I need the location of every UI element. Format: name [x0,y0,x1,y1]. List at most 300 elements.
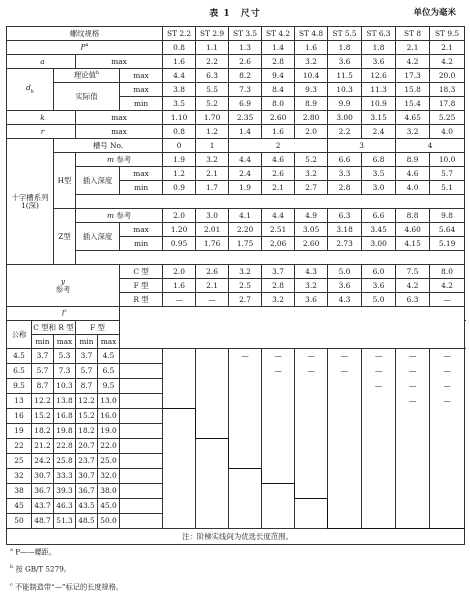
dk-actual-min-value: 15.4 [396,97,430,111]
r-value: 1.4 [229,125,262,139]
length-nominal: 19 [7,424,32,439]
length-availability-cell: — [430,379,465,394]
length-nominal: 50 [7,514,32,529]
length-availability-cell [396,499,430,514]
a-value: 4.2 [430,55,465,69]
table-row [7,439,465,454]
dk-actual-min-value: 9.9 [328,97,362,111]
length-availability-cell [396,514,430,529]
length-c-min: 12.2 [32,394,54,409]
k-value: 4.65 [396,111,430,125]
length-availability-cell [229,469,262,484]
y-r-label: R 型 [120,293,163,307]
length-availability-cell [229,379,262,394]
z-max-value: 4.60 [396,223,430,237]
dk-theory-limit: max [120,69,163,83]
spacer-cell [76,251,465,265]
length-availability-cell [430,439,465,454]
inline-text: 参考 [55,284,71,294]
length-availability-cell [328,514,362,529]
length-availability-cell: — [396,394,430,409]
length-availability-cell [229,364,262,379]
length-c-max: 46.3 [54,499,76,514]
length-f-max: 13.0 [98,394,120,409]
length-availability-cell [328,454,362,469]
table-row [7,55,465,69]
length-header-blank [120,307,465,349]
length-nominal: 22 [7,439,32,454]
length-c-min: 30.7 [32,469,54,484]
h-max-value: 1.2 [163,167,196,181]
size-header: ST 6.3 [362,27,396,41]
h-m-value: 4.6 [262,153,295,167]
length-nominal: 6.5 [7,364,32,379]
h-max-value: 2.1 [196,167,229,181]
size-header: ST 2.9 [196,27,229,41]
dk-theory-label [54,69,120,83]
length-label [7,307,120,321]
y-c-value: 2.6 [196,265,229,279]
h-type-label: H型 [54,153,76,209]
unit-note: 单位为毫米 [413,8,456,18]
z-m-value: 6.3 [328,209,362,223]
length-availability-cell: — [396,349,430,364]
length-f-min: 5.7 [76,364,98,379]
h-min-value: 3.0 [362,181,396,195]
z-min-value: 3.00 [362,237,396,251]
dk-label [7,69,54,111]
table-row [7,153,465,167]
length-availability-cell [430,484,465,499]
length-availability-cell [262,394,295,409]
r-value: 0.8 [163,125,196,139]
z-min-value: 1.76 [196,237,229,251]
slot-no: 3 [328,139,396,153]
length-availability-cell [163,514,196,529]
z-min: min [120,237,163,251]
length-f-max: 6.5 [98,364,120,379]
z-max-value: 5.64 [430,223,465,237]
length-availability-cell: — [262,349,295,364]
length-c-max: 25.8 [54,454,76,469]
z-m-value: 4.9 [295,209,328,223]
length-availability-cell [328,424,362,439]
length-availability-cell [295,394,328,409]
length-availability-cell [396,409,430,424]
footnote [10,582,450,592]
dk-actual-min-value: 5.2 [196,97,229,111]
length-f-min: 8.7 [76,379,98,394]
length-f-max: 19.0 [98,424,120,439]
length-availability-cell: — [362,379,396,394]
y-r-value: 4.3 [328,293,362,307]
dk-theory-value: 9.4 [262,69,295,83]
length-nominal: 32 [7,469,32,484]
h-depth-label: 插入深度 [76,167,120,195]
length-availability-cell [229,514,262,529]
z-max-value: 2.51 [262,223,295,237]
table-row [7,424,465,439]
a-value: 2.6 [229,55,262,69]
y-f-value: 2.5 [229,279,262,293]
h-min-value: 0.9 [163,181,196,195]
footnote-mark: a [10,547,13,553]
dk-actual-label: 实际值 [54,83,120,111]
length-availability-cell [430,454,465,469]
table-row [7,529,465,545]
length-c-max: 16.8 [54,409,76,424]
y-r-value: 3.2 [262,293,295,307]
dk-theory-value: 10.4 [295,69,328,83]
length-availability-cell [295,469,328,484]
a-value: 2.2 [196,55,229,69]
length-availability-cell [362,394,396,409]
length-c-max: 39.3 [54,484,76,499]
length-c-min: 36.7 [32,484,54,499]
length-f-max: 38.0 [98,484,120,499]
length-f-max: 16.0 [98,409,120,424]
length-c-min: 8.7 [32,379,54,394]
dk-actual-max-value: 10.3 [328,83,362,97]
length-availability-cell [196,409,229,424]
dk-actual-min-value: 3.5 [163,97,196,111]
y-f-value: 4.2 [430,279,465,293]
length-availability-cell [362,514,396,529]
length-availability-cell [295,454,328,469]
dk-max: max [120,83,163,97]
pitch-value: 2.1 [430,41,465,55]
length-f-min: 30.7 [76,469,98,484]
table-row [7,125,465,139]
y-r-value: 5.0 [362,293,396,307]
length-availability-cell [362,424,396,439]
inline-text: d [26,83,31,93]
z-max-value: 2.01 [196,223,229,237]
z-min-value: 5.19 [430,237,465,251]
a-limit: max [76,55,163,69]
footnote-text: P——螺距。 [12,547,57,557]
y-label [7,265,120,307]
h-max-value: 3.3 [328,167,362,181]
dk-min: min [120,97,163,111]
table-row [7,499,465,514]
r-value: 1.6 [262,125,295,139]
y-f-value: 4.2 [396,279,430,293]
length-availability-cell: — [295,364,328,379]
y-r-value: 2.7 [229,293,262,307]
length-availability-cell [229,394,262,409]
length-availability-cell [295,484,328,499]
z-min-value: 0.95 [163,237,196,251]
length-f-min: 3.7 [76,349,98,364]
table-title: 表 1 尺寸 [209,9,261,19]
length-availability-cell [163,454,196,469]
table-row [7,69,465,83]
length-availability-cell [262,469,295,484]
z-m-value: 4.1 [229,209,262,223]
length-nominal: 13 [7,394,32,409]
length-availability-cell [163,439,196,454]
footnote-mark: c [10,581,13,588]
length-availability-cell: — [362,349,396,364]
length-f-min: 15.2 [76,409,98,424]
z-min-value: 2.06 [262,237,295,251]
inline-text: b [95,70,100,77]
footnote-text: 不能制造带“—”标记的长度规格。 [12,582,124,592]
z-m-value: 3.0 [196,209,229,223]
length-c-max: 10.3 [54,379,76,394]
inline-text: k [30,88,34,95]
size-header: ST 8 [396,27,430,41]
length-c-min: 5.7 [32,364,54,379]
length-f-min: 36.7 [76,484,98,499]
h-min-value: 5.1 [430,181,465,195]
dk-actual-min-value: 6.9 [229,97,262,111]
length-availability-cell: — [430,349,465,364]
z-max-value: 2.20 [229,223,262,237]
table-row [7,454,465,469]
dk-actual-max-value: 5.5 [196,83,229,97]
pitch-value: 0.8 [163,41,196,55]
table-row [7,27,465,41]
length-nominal: 25 [7,454,32,469]
k-value: 2.60 [262,111,295,125]
size-header: ST 9.5 [430,27,465,41]
slot-no: 2 [229,139,328,153]
length-availability-cell [328,439,362,454]
length-availability-cell [262,424,295,439]
length-c-max: 7.3 [54,364,76,379]
length-availability-cell [196,424,229,439]
h-max-value: 2.4 [229,167,262,181]
a-label [7,55,76,69]
length-c-max: 5.3 [54,349,76,364]
length-f-min: 48.5 [76,514,98,529]
length-nominal: 45 [7,499,32,514]
inline-text: r [40,126,45,136]
footnote-text: 按 GB/T 5279。 [13,564,71,574]
length-availability-cell [295,499,328,514]
table-row [7,514,465,529]
z-max: max [120,223,163,237]
length-availability-cell: — [262,364,295,379]
z-type-label: Z型 [54,209,76,265]
length-c-min: 3.7 [32,349,54,364]
k-value: 1.10 [163,111,196,125]
dk-actual-min-value: 8.0 [262,97,295,111]
h-m-value: 6.8 [362,153,396,167]
table-row [7,195,465,209]
length-availability-cell [295,439,328,454]
length-availability-cell: — [430,394,465,409]
h-max-value: 3.5 [362,167,396,181]
length-availability-cell [362,499,396,514]
a-value: 1.6 [163,55,196,69]
length-availability-cell [328,409,362,424]
table-row [7,41,465,55]
length-c-max: 19.8 [54,424,76,439]
y-f-value: 2.8 [262,279,295,293]
k-value: 2.35 [229,111,262,125]
length-availability-cell [362,439,396,454]
length-availability-cell [229,439,262,454]
size-header: ST 3.5 [229,27,262,41]
r-limit: max [76,125,163,139]
length-availability-cell [163,379,196,394]
length-availability-cell: — [362,364,396,379]
y-c-value: 5.0 [328,265,362,279]
z-m-value: 2.0 [163,209,196,223]
dk-actual-max-value: 15.8 [396,83,430,97]
table-row [7,394,465,409]
z-m-value: 4.4 [262,209,295,223]
length-availability-cell [295,409,328,424]
blank [120,424,163,439]
h-min-value: 1.7 [196,181,229,195]
h-min-value: 2.8 [328,181,362,195]
cr-type-label: C 型和 R 型 [32,321,76,335]
h-m-label: m 参考 [76,153,163,167]
table-row [7,265,465,279]
length-availability-cell [196,469,229,484]
length-availability-cell [396,424,430,439]
length-c-min: 21.2 [32,439,54,454]
h-m-value: 3.2 [196,153,229,167]
spacer-cell [76,195,465,209]
length-availability-cell [196,499,229,514]
nominal-label: 公称 [7,321,32,349]
length-availability-cell [196,439,229,454]
h-max-value: 5.7 [430,167,465,181]
pitch-value: 1.1 [196,41,229,55]
r-label [7,125,76,139]
z-m-label: m 参考 [76,209,163,223]
pitch-value: 1.8 [362,41,396,55]
k-value: 2.80 [295,111,328,125]
z-max-value: 3.18 [328,223,362,237]
slot-no: 1 [196,139,229,153]
z-max-value: 1.20 [163,223,196,237]
length-availability-cell [362,409,396,424]
length-availability-cell [262,454,295,469]
length-availability-cell [229,424,262,439]
y-c-label: C 型 [120,265,163,279]
table-row [7,209,465,223]
length-availability-cell [196,349,229,364]
length-availability-cell [362,454,396,469]
inline-text: P [80,42,86,52]
length-availability-cell [229,499,262,514]
y-c-value: 8.0 [430,265,465,279]
blank [120,469,163,484]
table-row [7,111,465,125]
pitch-value: 2.1 [396,41,430,55]
length-availability-cell [229,454,262,469]
slot-no: 4 [396,139,465,153]
length-availability-cell [396,484,430,499]
length-availability-cell [295,514,328,529]
length-f-min: 43.5 [76,499,98,514]
dk-theory-value: 4.4 [163,69,196,83]
length-f-max: 50.0 [98,514,120,529]
k-value: 5.25 [430,111,465,125]
length-availability-cell [396,439,430,454]
z-min-value: 2.73 [328,237,362,251]
length-availability-cell [262,409,295,424]
length-c-max: 13.8 [54,394,76,409]
blank [120,439,163,454]
length-f-min: 23.7 [76,454,98,469]
slot-no: 0 [163,139,196,153]
dk-theory-value: 11.5 [328,69,362,83]
length-availability-cell [196,484,229,499]
blank [120,499,163,514]
dk-actual-max-value: 18.3 [430,83,465,97]
r-value: 2.4 [362,125,396,139]
inline-text: k [40,112,45,122]
r-value: 2.0 [295,125,328,139]
blank [120,484,163,499]
z-min-value: 1.75 [229,237,262,251]
inline-text: c [64,308,68,315]
h-m-value: 4.4 [229,153,262,167]
length-c-max: 22.8 [54,439,76,454]
length-availability-cell: — [430,364,465,379]
dk-theory-value: 12.6 [362,69,396,83]
a-value: 4.2 [396,55,430,69]
pitch-label [7,41,163,55]
y-r-value: 6.3 [396,293,430,307]
footnotes [10,547,450,599]
length-availability-cell [430,424,465,439]
length-nominal: 38 [7,484,32,499]
length-availability-cell [295,424,328,439]
table-row [7,139,465,153]
y-f-value: 2.1 [196,279,229,293]
length-availability-cell [163,484,196,499]
table-row [7,349,465,364]
dk-actual-max-value: 9.3 [295,83,328,97]
r-value: 3.2 [396,125,430,139]
table-row [7,307,465,321]
length-availability-cell [262,499,295,514]
blank [120,514,163,529]
length-availability-cell [163,394,196,409]
length-nominal: 16 [7,409,32,424]
blank [120,409,163,424]
slot-no-label: 槽号 No. [54,139,163,153]
inline-text: a [40,56,45,66]
length-availability-cell: — [396,379,430,394]
h-max-value: 2.6 [262,167,295,181]
z-max-value: 3.45 [362,223,396,237]
h-m-value: 8.9 [396,153,430,167]
length-c-min: 43.7 [32,499,54,514]
y-c-value: 3.2 [229,265,262,279]
blank [120,454,163,469]
a-value: 2.8 [262,55,295,69]
y-c-value: 7.5 [396,265,430,279]
length-f-min: 12.2 [76,394,98,409]
length-availability-cell [295,379,328,394]
length-availability-cell [229,484,262,499]
h-m-value: 1.9 [163,153,196,167]
dk-actual-min-value: 17.8 [430,97,465,111]
h-m-value: 10.0 [430,153,465,167]
footnote [10,547,450,557]
y-c-value: 2.0 [163,265,196,279]
length-availability-cell [163,499,196,514]
